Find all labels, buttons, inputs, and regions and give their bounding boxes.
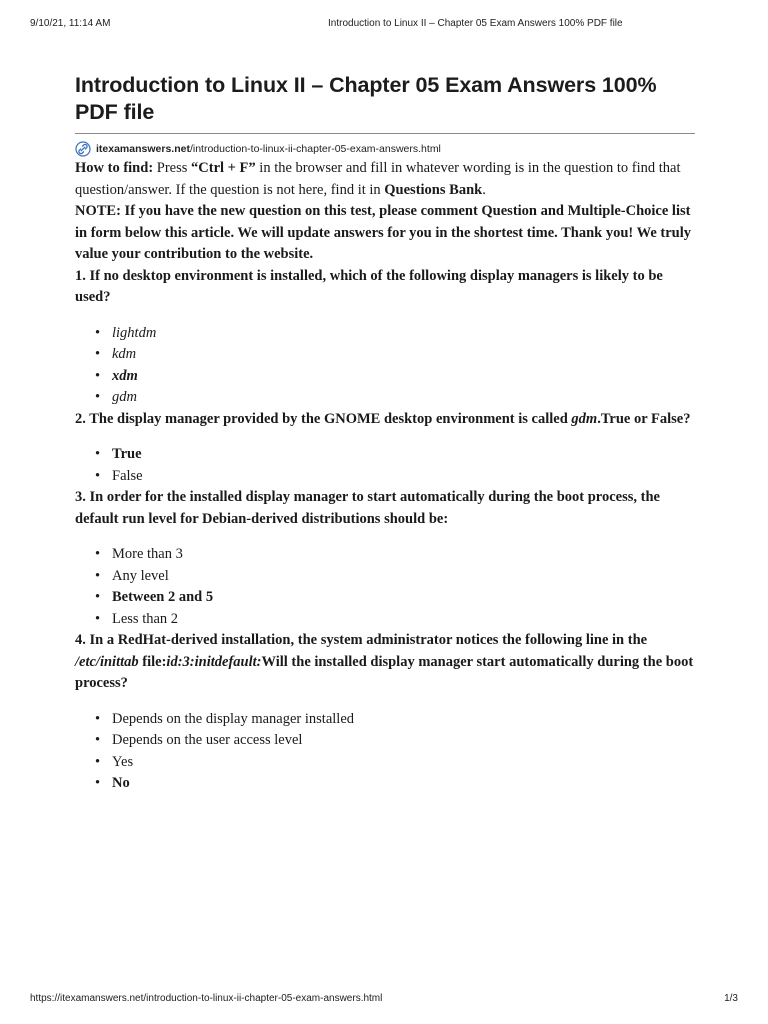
answer-text: No — [112, 775, 130, 791]
answer-text: gdm — [112, 389, 137, 405]
questions-bank-link[interactable]: Questions Bank — [384, 181, 483, 198]
question-2-text-a: 2. The display manager provided by the GNOME desktop environment is called — [75, 410, 572, 427]
answer-list-4 — [75, 709, 695, 795]
bullet: • — [95, 389, 101, 405]
source-link[interactable] — [75, 140, 695, 158]
question-4-em-2: id:3:initdefault: — [166, 653, 262, 670]
answer-text: True — [112, 446, 142, 462]
answer-text: Between 2 and 5 — [112, 589, 214, 605]
bullet: • — [95, 324, 101, 341]
print-date: 9/10/21, 11:14 AM — [30, 18, 111, 29]
bullet: • — [95, 567, 101, 584]
answer-text: Any level — [112, 567, 169, 584]
answer-option-correct — [75, 444, 695, 466]
question-4-text-c: Will the installed display manager start automatically during the boot process? — [75, 653, 694, 691]
answer-text: Less than 2 — [112, 610, 179, 627]
page-title-line2: PDF file — [75, 100, 155, 124]
answer-option — [75, 709, 695, 731]
howto-keys: “Ctrl + F” — [191, 160, 256, 176]
answer-list-3 — [75, 544, 695, 630]
article-body — [75, 158, 695, 795]
bullet: • — [95, 589, 101, 605]
answer-option — [75, 566, 695, 588]
question-4 — [75, 630, 695, 695]
bullet: • — [95, 732, 101, 748]
question-3: 3. In order for the installed display manager to start automatically during the boot process, the default run level for Debian-derived distributions should be: — [75, 489, 660, 527]
answer-option — [75, 344, 695, 366]
print-header — [30, 18, 738, 32]
question-2 — [75, 409, 695, 431]
page-title — [75, 72, 695, 126]
answer-text: Yes — [112, 753, 134, 770]
article — [75, 72, 695, 795]
answer-option — [75, 323, 695, 345]
question-4-em-1: /etc/inittab — [75, 653, 139, 670]
question-2-text-b: .True or False? — [597, 410, 691, 427]
answer-text: xdm — [112, 367, 138, 384]
answer-text: Depends on the display manager installed — [112, 710, 355, 727]
print-doc-title: Introduction to Linux II – Chapter 05 Exam Answers 100% PDF file — [328, 18, 623, 29]
bullet: • — [95, 775, 101, 791]
answer-option — [75, 752, 695, 774]
answer-list-2 — [75, 444, 695, 487]
question-1: 1. If no desktop environment is installed, which of the following display managers is likely to be used? — [75, 267, 663, 305]
bullet: • — [95, 753, 101, 770]
link-icon — [75, 141, 91, 157]
howto-paragraph — [75, 158, 695, 201]
bullet: • — [95, 446, 101, 462]
answer-text: lightdm — [112, 324, 157, 341]
answer-option-correct — [75, 366, 695, 388]
answer-option — [75, 730, 695, 752]
bullet: • — [95, 610, 101, 627]
print-footer — [30, 993, 738, 1007]
answer-option — [75, 609, 695, 631]
source-host: itexamanswers.net — [96, 143, 190, 155]
page-number: 1/3 — [724, 993, 738, 1004]
answer-text: kdm — [112, 346, 137, 362]
answer-text: False — [112, 467, 143, 484]
bullet: • — [95, 346, 101, 362]
howto-text-1: Press — [153, 160, 192, 176]
question-2-em: gdm — [571, 410, 598, 427]
print-url[interactable]: https://itexamanswers.net/introduction-to-linux-ii-chapter-05-exam-answers.html — [30, 993, 383, 1004]
question-4-text-b: file: — [138, 653, 167, 670]
source-path: /introduction-to-linux-ii-chapter-05-exam-answers.html — [189, 143, 441, 155]
howto-text-2: in the browser and fill in whatever wording is in the question to find that question/answer. If the question is not here, find it in — [75, 160, 681, 198]
bullet: • — [95, 546, 101, 562]
answer-option — [75, 466, 695, 488]
answer-option — [75, 544, 695, 566]
bullet: • — [95, 467, 101, 484]
note-paragraph: NOTE: If you have the new question on this test, please comment Question and Multiple-Choice list in form below this article. We will update answers for you in the shortest time. Thank you! We truly value your contribution to the website. — [75, 203, 691, 262]
bullet: • — [95, 367, 101, 384]
answer-option — [75, 387, 695, 409]
answer-option-correct — [75, 587, 695, 609]
page-title-line1: Introduction to Linux II – Chapter 05 Exam Answers 100% — [75, 73, 657, 97]
answer-list-1 — [75, 323, 695, 409]
title-divider — [75, 133, 695, 134]
howto-label: How to find: — [75, 160, 154, 176]
answer-option-correct — [75, 773, 695, 795]
answer-text: More than 3 — [112, 546, 183, 562]
howto-text-3: . — [482, 181, 486, 198]
bullet: • — [95, 710, 101, 727]
answer-text: Depends on the user access level — [112, 732, 303, 748]
question-4-text-a: 4. In a RedHat-derived installation, the system administrator notices the following line in the — [75, 632, 648, 648]
